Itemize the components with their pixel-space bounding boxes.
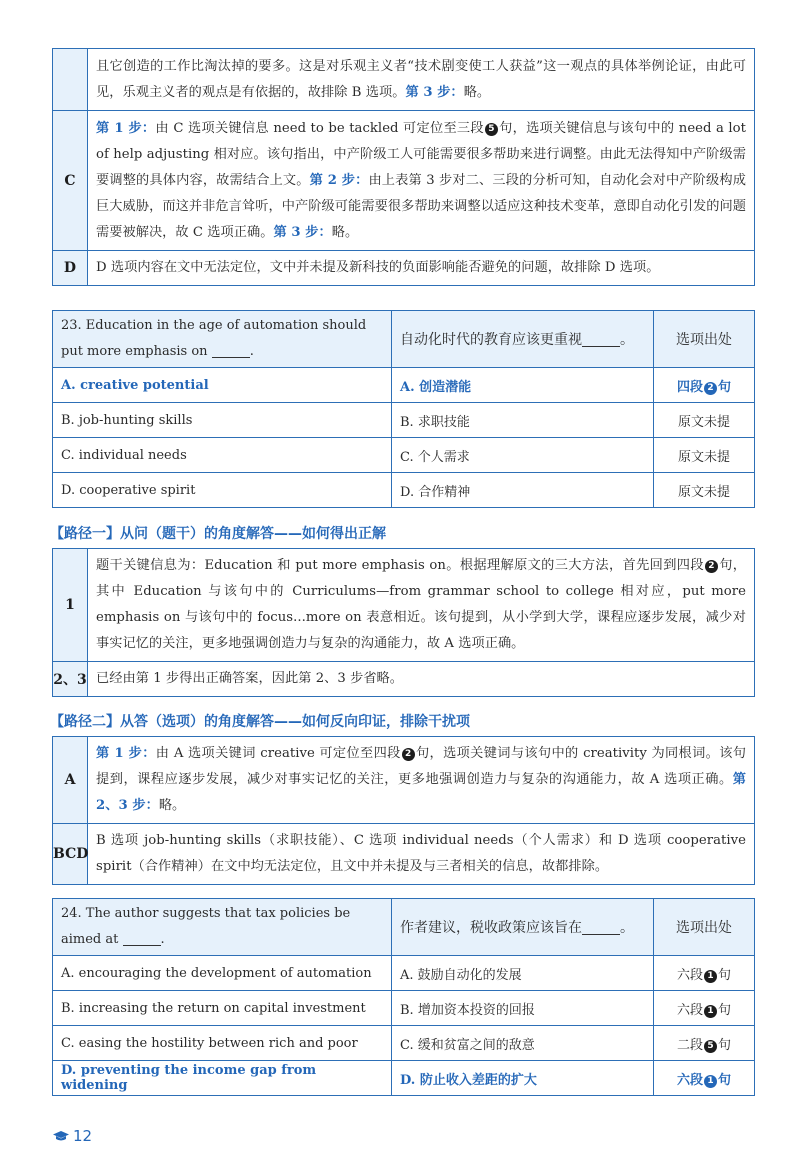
sentence-number-icon: 2 [705,560,718,573]
source-paragraph: 原文未提 [677,449,730,465]
analysis-text [88,737,755,824]
text-segment: 略。 [463,84,491,100]
text-segment: 且它创造的工作比淘汰掉的要多。这是对乐观主义者“技术剧变使工人获益”这一观点的具体举例论证，由此可见，乐观主义者的观点是有依据的，故排除 B 选项。 [96,58,746,100]
text-segment: 略。 [158,798,186,813]
analysis-row [53,251,755,286]
source-paragraph: 六段 [676,967,703,983]
option-english: C. individual needs [53,438,392,473]
option-key: 1 [53,549,88,662]
option-chinese: C. 个人需求 [392,438,654,473]
analysis-row [53,824,755,885]
translation-end: 。 [620,920,634,936]
page-number: 12 [73,1127,93,1145]
option-chinese: D. 合作精神 [392,473,654,508]
option-english: C. easing the hostility between rich and poor [53,1026,392,1061]
analysis-text [88,549,755,662]
option-key: A [53,737,88,824]
option-source [654,1061,755,1096]
option-row [53,403,755,438]
analysis-row [53,662,755,697]
source-paragraph: 四段 [676,379,703,395]
option-source [654,473,755,508]
question-text [53,311,392,368]
question-translation [392,899,654,956]
option-english: A. encouraging the development of automation [53,956,392,991]
sentence-number-icon: 1 [704,1005,717,1018]
text-segment: 已经由第 1 步得出正确答案，因此第 2、3 步省略。 [96,671,404,686]
option-chinese: C. 缓和贫富之间的敌意 [392,1026,654,1061]
option-key [53,49,88,111]
option-english: D. preventing the income gap from widening [53,1061,392,1096]
translation-stem: 作者建议，税收政策应该旨在 [400,920,582,936]
source-header: 选项出处 [654,899,755,956]
answer-blank [123,931,161,946]
option-source [654,403,755,438]
question-text [53,899,392,956]
option-chinese: D. 防止收入差距的扩大 [392,1061,654,1096]
option-chinese: B. 增加资本投资的回报 [392,991,654,1026]
source-sentence: 句 [718,967,732,983]
question-table-q24 [52,898,755,1096]
question-stem: 24. The author suggests that tax policies be aimed at [61,906,351,947]
source-paragraph: 六段 [676,1072,703,1088]
text-segment: 句，选项关键信息与该句中的 need a lot of help adjusting 相对应。该句指出，中产阶级工人可能需要很多帮助来进行调整。由此无法得知中产阶级需要调整的具体内容，故需结合上文。 [96,120,747,188]
path1-heading: 【路径一】从问（题干）的角度解答——如何得出正解 [50,526,386,542]
text-segment: 题干关键信息为：Education 和 put more emphasis on。根据理解原文的三大方法，首先回到四段 [96,558,704,573]
text-segment: B 选项 job-hunting skills（求职技能）、C 选项 individual needs（个人需求）和 D 选项 cooperative spirit（合作精神）在文中均无法定位，且文中并未提及与三者相关的信息，故都排除。 [96,833,746,874]
source-sentence: 句 [718,379,732,395]
step-label: 第 2、3 步： [96,772,746,813]
correct-option-row [53,368,755,403]
option-row [53,438,755,473]
source-paragraph: 原文未提 [677,414,730,430]
question-end: . [160,932,165,947]
step-label: 第 3 步： [405,84,464,100]
option-english: D. cooperative spirit [53,473,392,508]
option-chinese: A. 鼓励自动化的发展 [392,956,654,991]
text-segment: D 选项内容在文中无法定位，文中并未提及新科技的负面影响能否避免的问题，故排除 D 选项。 [96,260,660,275]
option-source [654,991,755,1026]
step-label: 第 1 步： [96,746,156,761]
analysis-text [88,662,755,697]
option-row [53,956,755,991]
question-end: . [249,344,254,359]
sentence-number-icon: 1 [704,1075,717,1088]
option-english: B. increasing the return on capital investment [53,991,392,1026]
analysis-row [53,549,755,662]
analysis-table-path2 [52,736,755,885]
translation-end: 。 [620,332,634,348]
sentence-number-icon: 5 [704,1040,717,1053]
step-label: 第 2 步： [309,172,369,188]
analysis-text [88,49,755,111]
question-table-q23 [52,310,755,508]
question-translation [392,311,654,368]
source-paragraph: 原文未提 [677,484,730,500]
option-source [654,438,755,473]
graduation-cap-icon [52,1130,70,1142]
sentence-number-icon: 2 [704,382,717,395]
option-key: D [53,251,88,286]
source-paragraph: 六段 [676,1002,703,1018]
sentence-number-icon: 5 [485,123,498,136]
analysis-text [88,251,755,286]
text-segment: 由 C 选项关键信息 need to be tackled 可定位至三段 [155,120,484,136]
text-segment: 略。 [331,224,359,240]
option-key: 2、3 [53,662,88,697]
text-segment: 句，选项关键词与该句中的 creativity 为同根词。该句提到，课程应逐步发展，减少对事实记忆的关注，更多地强调创造力与复杂的沟通能力，故 A 选项正确。 [96,746,746,787]
step-label: 第 1 步： [96,120,156,136]
option-source [654,1026,755,1061]
source-sentence: 句 [718,1037,732,1053]
option-chinese: B. 求职技能 [392,403,654,438]
translation-stem: 自动化时代的教育应该更重视 [400,332,582,348]
option-source [654,956,755,991]
question-header-row [53,899,755,956]
question-stem: 23. Education in the age of automation should put more emphasis on [61,318,367,359]
page-footer [52,1127,92,1145]
source-sentence: 句 [718,1072,732,1088]
option-key: C [53,111,88,251]
analysis-table-q22 [52,48,755,286]
option-source [654,368,755,403]
text-segment: 由 A 选项关键词 creative 可定位至四段 [155,746,401,761]
step-label: 第 3 步： [273,224,332,240]
sentence-number-icon: 2 [402,748,415,761]
analysis-table-path1 [52,548,755,697]
path2-heading: 【路径二】从答（选项）的角度解答——如何反向印证，排除干扰项 [50,714,470,730]
option-english: B. job-hunting skills [53,403,392,438]
answer-blank [582,332,620,347]
analysis-text [88,824,755,885]
option-row [53,1026,755,1061]
option-row [53,473,755,508]
analysis-row [53,111,755,251]
option-english: A. creative potential [53,368,392,403]
answer-blank [212,343,250,358]
sentence-number-icon: 1 [704,970,717,983]
correct-option-row [53,1061,755,1096]
analysis-text [88,111,755,251]
text-segment: 由上表第 3 步对二、三段的分析可知，自动化会对中产阶级构成巨大威胁，而这并非危言耸听，中产阶级可能需要很多帮助来调整以适应这种技术变革，意即自动化引发的问题需要被解决，故 C 选项正确。 [96,172,746,240]
source-header: 选项出处 [654,311,755,368]
source-paragraph: 二段 [676,1037,703,1053]
option-row [53,991,755,1026]
option-key: BCD [53,824,88,885]
source-sentence: 句 [718,1002,732,1018]
analysis-row [53,737,755,824]
answer-blank [582,920,620,935]
text-segment: 句，其中 Education 与该句中的 Curriculums—from grammar school to college 相对应，put more emphasis on 与该句中的 focus...more on 表意相近。该句提到，从小学到大学，课程应逐步发展，减少对事实记忆的关注，更多地强调创造力与复杂的沟通能力，故 A 选项正确。 [96,558,746,651]
analysis-row [53,49,755,111]
option-chinese: A. 创造潜能 [392,368,654,403]
question-header-row [53,311,755,368]
